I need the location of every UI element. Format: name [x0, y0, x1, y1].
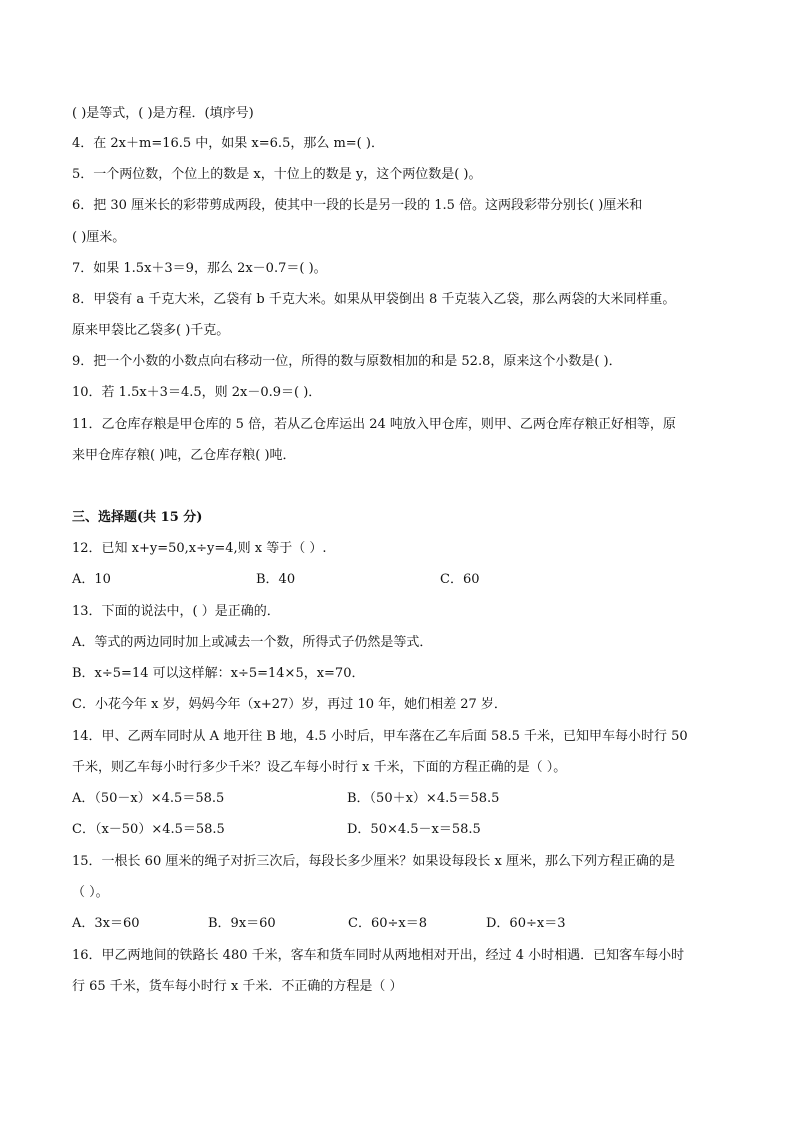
section-heading-choice: 三、选择题(共 15 分): [72, 510, 203, 525]
question-4: 4．在 2x＋m=16.5 中，如果 x=6.5，那么 m=( )．: [72, 136, 384, 151]
question-16: 16．甲乙两地间的铁路长 480 千米，客车和货车同时从两地相对开出，经过 4 小时相遇．已知客车每小时: [72, 948, 685, 963]
question-11: 11．乙仓库存粮是甲仓库的 5 倍，若从乙仓库运出 24 吨放入甲仓库，则甲、乙两仓库存粮正好相等，原: [72, 417, 676, 432]
question-8: 8．甲袋有 a 千克大米，乙袋有 b 千克大米。如果从甲袋倒出 8 千克装入乙袋，那么两袋的大米同样重。: [72, 292, 676, 307]
question-11-cont: 来甲仓库存粮( )吨，乙仓库存粮( )吨．: [72, 448, 296, 463]
question-6-cont: ( )厘米。: [72, 230, 126, 245]
q14-option-b: B．（50＋x）×4.5＝58.5: [347, 791, 500, 806]
question-6: 6．把 30 厘米长的彩带剪成两段，使其中一段的长是另一段的 1.5 倍。这两段彩带分别长( )厘米和: [72, 198, 643, 213]
q15-option-c: C．60÷x＝8: [348, 916, 427, 931]
question-14-cont: 千米，则乙车每小时行多少千米？设乙车每小时行 x 千米，下面的方程正确的是（ ）。: [72, 760, 567, 775]
q13-option-c: C．小花今年 x 岁，妈妈今年（x+27）岁，再过 10 年，她们相差 27 岁．: [72, 697, 507, 712]
q15-option-d: D．60÷x＝3: [486, 916, 566, 931]
q14-option-d: D．50×4.5－x＝58.5: [347, 822, 481, 837]
q13-option-a: A．等式的两边同时加上或减去一个数，所得式子仍然是等式．: [72, 635, 433, 650]
q15-option-a: A．3x＝60: [72, 916, 140, 931]
q12-option-b: B．40: [256, 572, 296, 587]
question-15-cont: （ ）。: [72, 885, 109, 900]
q13-option-b: B．x÷5=14 可以这样解：x÷5=14×5，x=70．: [72, 666, 365, 681]
question-15: 15．一根长 60 厘米的绳子对折三次后，每段长多少厘米？如果设每段长 x 厘米，那么下列方程正确的是: [72, 854, 675, 869]
question-12: 12．已知 x+y=50,x÷y=4,则 x 等于（ ）.: [72, 541, 327, 556]
question-14: 14．甲、乙两车同时从 A 地开往 B 地，4.5 小时后，甲车落在乙车后面 58.5 千米，已知甲车每小时行 50: [72, 729, 688, 744]
q12-option-a: A．10: [72, 572, 111, 587]
question-8-cont: 原来甲袋比乙袋多( )千克。: [72, 323, 230, 338]
question-10: 10．若 1.5x＋3＝4.5，则 2x－0.9＝( )．: [72, 385, 322, 400]
fill-blank-q3-tail: ( )是等式，( )是方程．(填序号): [72, 106, 254, 121]
q14-option-c: C．（x－50）×4.5＝58.5: [72, 822, 225, 837]
question-9: 9．把一个小数的小数点向右移动一位，所得的数与原数相加的和是 52.8，原来这个小数是( )．: [72, 354, 622, 369]
q15-option-b: B．9x＝60: [208, 916, 276, 931]
question-7: 7．如果 1.5x＋3＝9，那么 2x－0.7＝( )。: [72, 261, 327, 276]
question-16-cont: 行 65 千米，货车每小时行 x 千米．不正确的方程是（ ）: [72, 979, 403, 994]
q12-option-c: C．60: [440, 572, 480, 587]
q14-option-a: A．（50－x）×4.5＝58.5: [72, 791, 225, 806]
question-13: 13．下面的说法中，( ）是正确的．: [72, 604, 280, 619]
question-5: 5．一个两位数，个位上的数是 x，十位上的数是 y，这个两位数是( )。: [72, 167, 482, 182]
